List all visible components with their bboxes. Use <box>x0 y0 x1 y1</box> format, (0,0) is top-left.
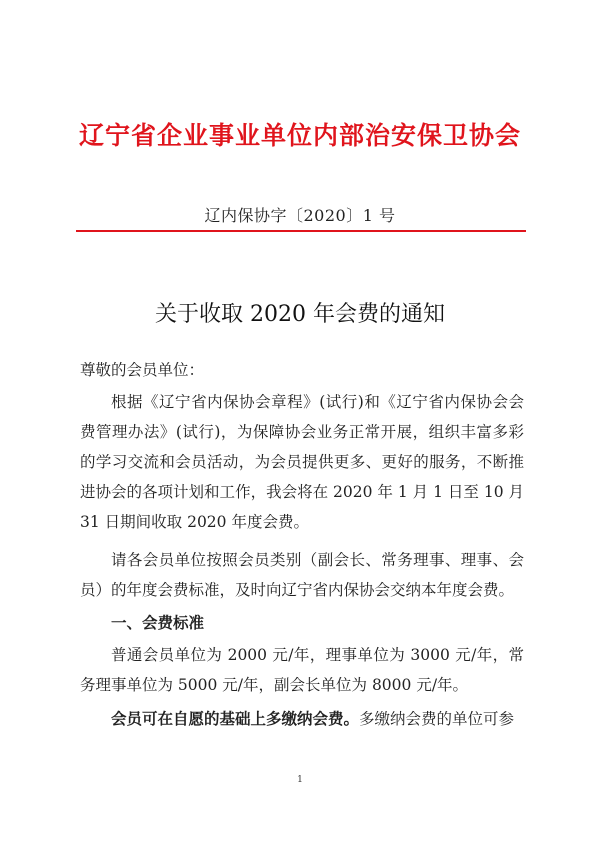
paragraph-4-text: 多缴纳会费的单位可参 <box>359 710 515 728</box>
paragraph-2: 请各会员单位按照会员类别（副会长、常务理事、理事、会员）的年度会费标准，及时向辽宁省内保协会交纳本年度会费。 <box>80 551 524 599</box>
organization-title: 辽宁省企业事业单位内部治安保卫协会 <box>78 121 521 150</box>
paragraph-4 <box>80 704 524 734</box>
paragraph-1: 根据《辽宁省内保协会章程》(试行)和《辽宁省内保协会会费管理办法》(试行)，为保障协会业务正常开展，组织丰富多彩的学习交流和会员活动，为会员提供更多、更好的服务，不断推进协会的各项计划和工作，我会将在 2020 年 1 月 1 日至 10 月 31 日期间收取 2020 年度会费。 <box>80 393 524 531</box>
notice-title: 关于收取 2020 年会费的通知 <box>155 302 445 327</box>
red-divider-line <box>76 230 526 232</box>
document-number: 辽内保协字〔2020〕1 号 <box>204 206 396 225</box>
page-number: 1 <box>297 775 303 785</box>
paragraph-3: 普通会员单位为 2000 元/年，理事单位为 3000 元/年，常务理事单位为 5000 元/年，副会长单位为 8000 元/年。 <box>80 646 524 694</box>
section-heading-fee-standard: 一、会费标准 <box>111 614 205 632</box>
salutation: 尊敬的会员单位： <box>80 361 205 379</box>
paragraph-4-emphasis: 会员可在自愿的基础上多缴纳会费。 <box>111 710 360 728</box>
